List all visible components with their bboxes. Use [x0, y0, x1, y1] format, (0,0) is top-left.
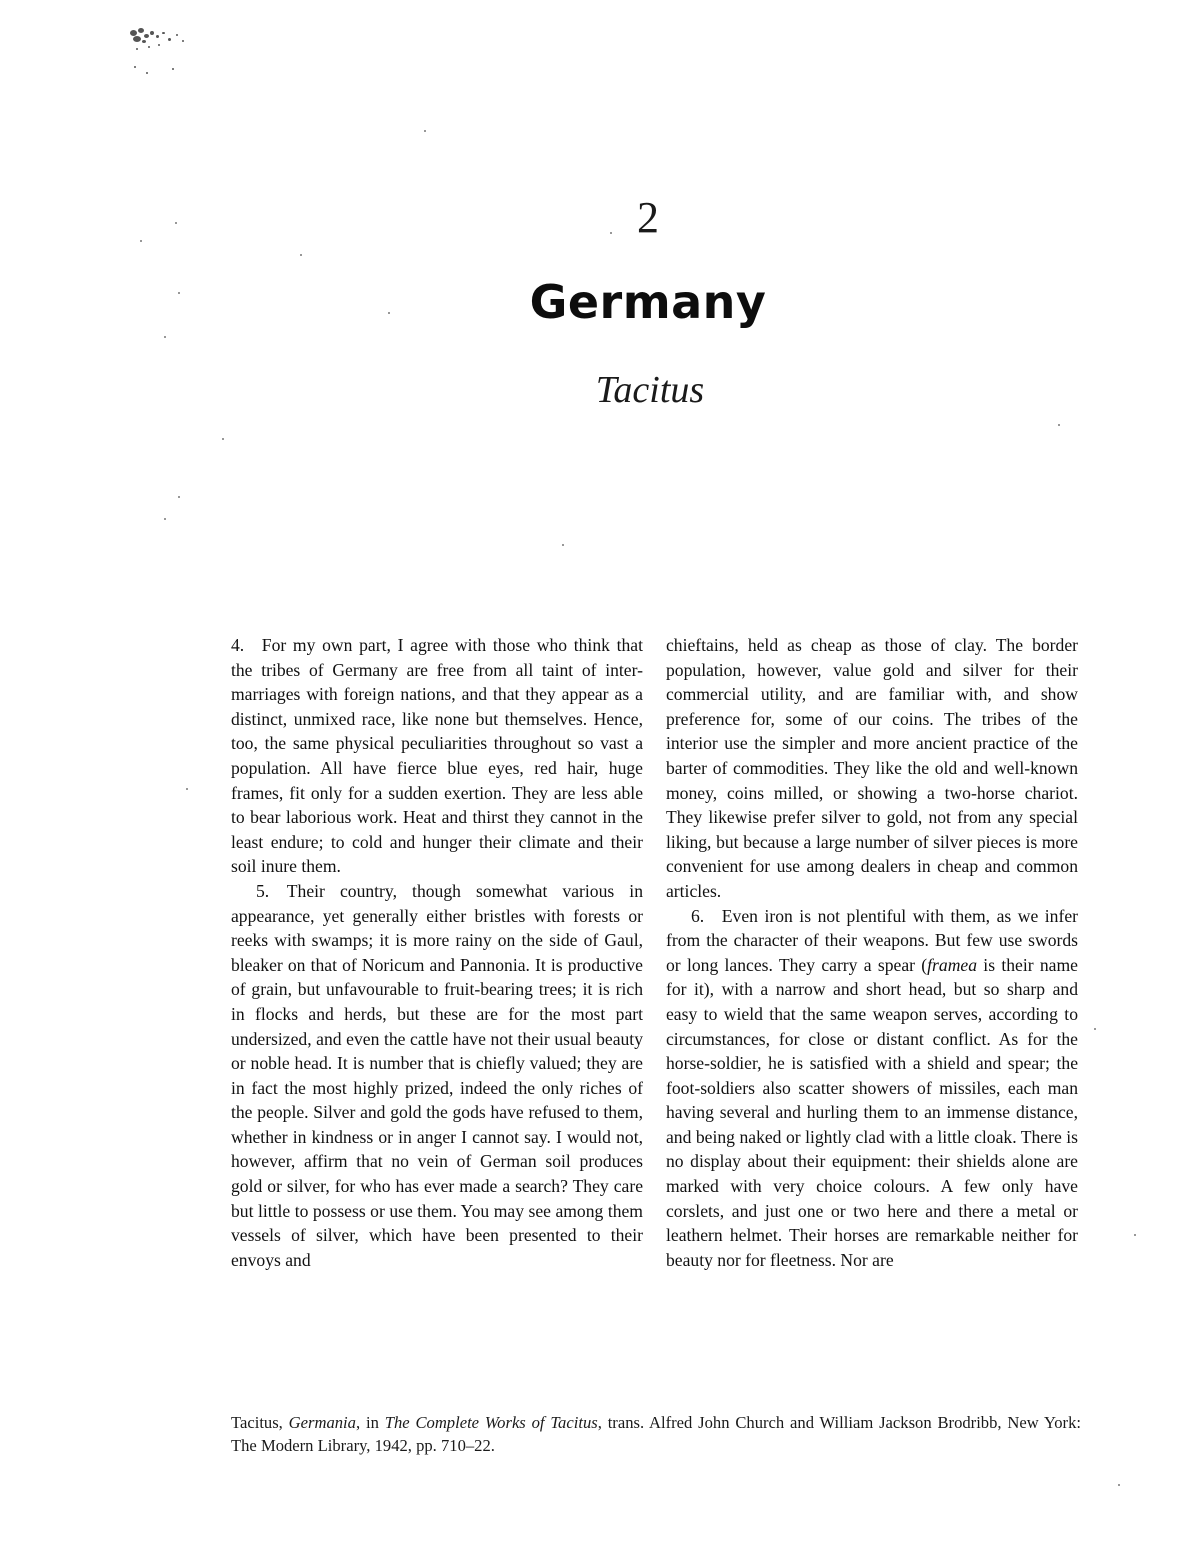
paragraph-5-continued: chieftains, held as cheap as those of clay. The border population, however, value gold and silver for their commercial utility, and are familiar with, and show preference for, some of our coins. The tribes of the interior use the simpler and more ancient practice of the barter of commodities. They like the old and well-known money, coins milled, or showing a two-horse chariot. They likewise prefer silver to gold, not from any special liking, but because a large number of silver pieces is more convenient for use among dealers in cheap and common articles. [666, 635, 1078, 901]
scan-dot [300, 254, 302, 256]
footnote-prefix: Tacitus, [231, 1413, 289, 1432]
scan-dot [424, 130, 426, 132]
scan-dot [1118, 1484, 1120, 1486]
paragraph-6 [666, 904, 1078, 1273]
footnote-work: Germania [288, 1413, 356, 1432]
scan-dot [164, 336, 166, 338]
chapter-author: Tacitus [595, 369, 705, 411]
paragraph-4: 4. For my own part, I agree with those who think that the tribes of Germany are free from all taint of inter-marriages with foreign nations, and that they appear as a distinct, unmixed race, like none but themselves. Hence, too, the same physical peculiarities throughout so vast a population. All have fierce blue eyes, red hair, huge frames, fit only for a sudden exertion. They are less able to bear laborious work. Heat and thirst they cannot in the least endure; to cold and hunger their climate and their soil inure them. [231, 635, 643, 877]
paragraph-6-start: 6. Even iron is not plentiful with them, as we infer from the character of their weapons. But few use swords or long lances. They carry a spear ( [666, 905, 1078, 975]
body-column-left [231, 633, 643, 1272]
scan-dot [186, 788, 188, 790]
source-footnote [231, 1411, 1081, 1457]
paragraph-5: 5. Their country, though somewhat various in appearance, yet generally either bristles with forests or reeks with swamps; it is more rainy on the side of Gaul, bleaker on that of Noricum and Pannonia. It is productive of grain, but unfavourable to fruit-bearing trees; it is rich in flocks and herds, but these are for the most part undersized, and even the cattle have not their usual beauty or noble head. It is number that is chiefly valued; they are in fact the most highly prized, indeed the only riches of the people. Silver and gold the gods have refused to them, whether in kindness or in anger I cannot say. I would not, however, affirm that no vein of German soil produces gold or silver, for who has ever made a search? They care but little to possess or use them. You may see among them vessels of silver, which have been presented to their envoys and [231, 880, 643, 1270]
paragraph-6-rest: is their name for it), with a narrow and short head, but so sharp and easy to wield that the same weapon serves, according to circumstances, for close or distant conflict. As for the horse-soldier, he is satisfied with a shield and spear; the foot-soldiers also scatter showers of missiles, each man having several and hurling them to an immense distance, and being naked or lightly clad with a little cloak. There is no display about their equipment: their shields alone are marked with very choice colours. A few only have corslets, and just one or two here and there a metal or leathern helmet. Their horses are remarkable neither for beauty nor for fleetness. Nor are [666, 954, 1078, 1270]
chapter-title: Germany [529, 275, 767, 329]
footnote-collection: The Complete Works of Tacitus [384, 1413, 598, 1432]
scan-dot [178, 496, 180, 498]
scan-dot [222, 438, 224, 440]
scan-speck-cluster [128, 26, 192, 84]
footnote-suffix: , trans. Alfred John Church and William Jackson Brodribb, New York: The Modern Library, 1942, pp. 710–22. [231, 1413, 1081, 1455]
scan-dot [164, 518, 166, 520]
footnote-mid: , in [355, 1413, 385, 1432]
scan-dot [1134, 1234, 1136, 1236]
scan-dot [562, 544, 564, 546]
body-column-right [666, 633, 1078, 1272]
scan-dot [1058, 424, 1060, 426]
chapter-number: 2 [637, 193, 659, 242]
paragraph-6-term: framea [927, 954, 977, 975]
scan-dot [1094, 1028, 1096, 1030]
